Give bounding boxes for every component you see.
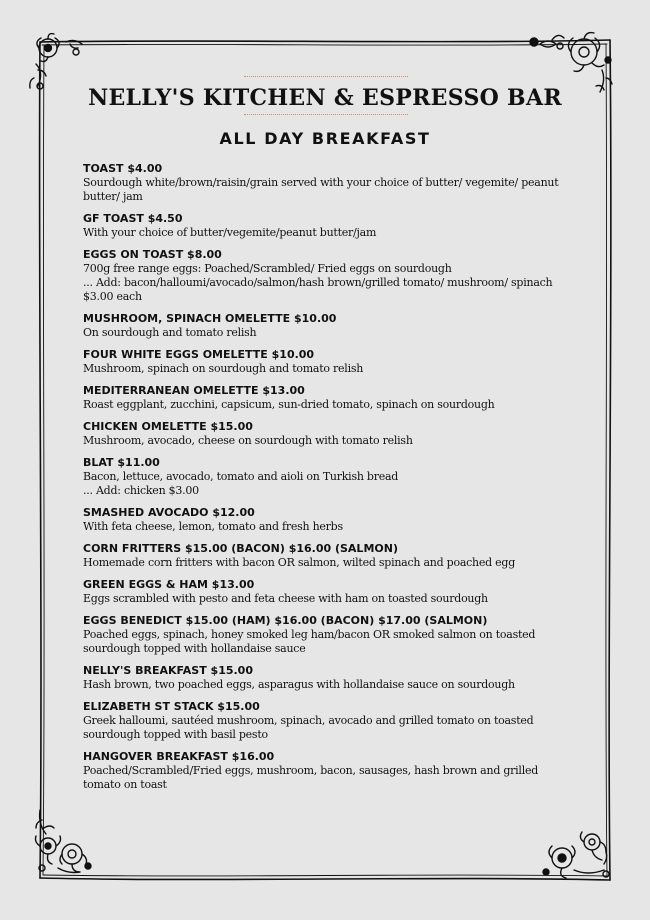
menu-item-description: 700g free range eggs: Poached/Scrambled/ Fried eggs on sourdough <box>83 262 452 275</box>
menu-item <box>83 312 573 340</box>
menu-item-name-price: MUSHROOM, SPINACH OMELETTE $10.00 <box>83 312 337 325</box>
menu-item-description: Mushroom, avocado, cheese on sourdough with tomato relish <box>83 434 413 447</box>
menu-item-name-price: GF TOAST $4.50 <box>83 212 183 225</box>
menu-item <box>83 348 573 376</box>
menu-list <box>83 162 573 800</box>
menu-item-name-price: TOAST $4.00 <box>83 162 163 175</box>
menu-item <box>83 420 573 448</box>
menu-item-name-price: BLAT $11.00 <box>83 456 160 469</box>
menu-item <box>83 614 573 656</box>
menu-item-description: With feta cheese, lemon, tomato and fresh herbs <box>83 520 343 533</box>
menu-item-description: Poached eggs, spinach, honey smoked leg ham/bacon OR smoked salmon on toasted sourdough topped with hollandaise sauce <box>83 628 536 655</box>
menu-item-name-price: CORN FRITTERS $15.00 (BACON) $16.00 (SALMON) <box>83 542 398 555</box>
restaurant-title: NELLY'S KITCHEN & ESPRESSO BAR <box>88 85 562 111</box>
dotted-divider-bottom <box>244 114 408 115</box>
menu-item-description: Homemade corn fritters with bacon OR salmon, wilted spinach and poached egg <box>83 556 516 569</box>
menu-item-description: Poached/Scrambled/Fried eggs, mushroom, bacon, sausages, hash brown and grilled tomato on toast <box>83 764 539 791</box>
menu-item-addon: ... Add: bacon/halloumi/avocado/salmon/hash brown/grilled tomato/ mushroom/ spinach $3.00 each <box>83 276 553 303</box>
menu-item <box>83 212 573 240</box>
menu-item-name-price: MEDITERRANEAN OMELETTE $13.00 <box>83 384 305 397</box>
floral-corner-icon <box>30 806 102 884</box>
menu-item-name-price: ELIZABETH ST STACK $15.00 <box>83 700 260 713</box>
section-heading: ALL DAY BREAKFAST <box>219 129 431 148</box>
menu-item-addon: ... Add: chicken $3.00 <box>83 484 199 497</box>
menu-item-description: Roast eggplant, zucchini, capsicum, sun-dried tomato, spinach on sourdough <box>83 398 495 411</box>
menu-item <box>83 384 573 412</box>
dotted-divider-top <box>244 76 408 77</box>
menu-item-name-price: SMASHED AVOCADO $12.00 <box>83 506 255 519</box>
menu-item-name-price: HANGOVER BREAKFAST $16.00 <box>83 750 275 763</box>
menu-item-description: On sourdough and tomato relish <box>83 326 257 339</box>
menu-item-description: Sourdough white/brown/raisin/grain served with your choice of butter/ vegemite/ peanut butter/ jam <box>83 176 559 203</box>
menu-item-name-price: FOUR WHITE EGGS OMELETTE $10.00 <box>83 348 315 361</box>
menu-item <box>83 578 573 606</box>
menu-item <box>83 162 573 204</box>
menu-item <box>83 506 573 534</box>
menu-item-description: With your choice of butter/vegemite/peanut butter/jam <box>83 226 377 239</box>
menu-item <box>83 456 573 498</box>
menu-item-description: Hash brown, two poached eggs, asparagus with hollandaise sauce on sourdough <box>83 678 515 691</box>
menu-item-description: Mushroom, spinach on sourdough and tomato relish <box>83 362 364 375</box>
menu-item <box>83 248 573 304</box>
menu-item <box>83 542 573 570</box>
menu-item-description: Eggs scrambled with pesto and feta cheese with ham on toasted sourdough <box>83 592 488 605</box>
menu-item-description: Greek halloumi, sautéed mushroom, spinach, avocado and grilled tomato on toasted sourdough topped with basil pesto <box>83 714 534 741</box>
menu-item <box>83 664 573 692</box>
menu-item-name-price: EGGS ON TOAST $8.00 <box>83 248 222 261</box>
menu-item-name-price: EGGS BENEDICT $15.00 (HAM) $16.00 (BACON) $17.00 (SALMON) <box>83 614 488 627</box>
menu-item <box>83 700 573 742</box>
floral-corner-icon <box>538 824 614 884</box>
menu-item-name-price: NELLY'S BREAKFAST $15.00 <box>83 664 253 677</box>
menu-item-name-price: GREEN EGGS & HAM $13.00 <box>83 578 255 591</box>
menu-item-description: Bacon, lettuce, avocado, tomato and aioli on Turkish bread <box>83 470 399 483</box>
menu-item-name-price: CHICKEN OMELETTE $15.00 <box>83 420 253 433</box>
menu-item <box>83 750 573 792</box>
